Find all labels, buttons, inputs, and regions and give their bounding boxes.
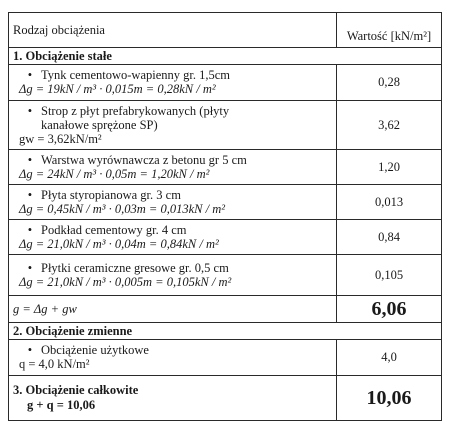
table-header-row — [9, 13, 442, 48]
load-description — [9, 185, 337, 220]
section-title-live-load: 2. Obciążenie zmienne — [9, 323, 442, 340]
bullet-icon: • — [27, 343, 33, 357]
load-formula: q = 4,0 kN/m² — [19, 357, 90, 371]
load-formula: Δg = 24kN / m³ · 0,05m = 1,20kN / m² — [19, 166, 210, 181]
load-value: 1,20 — [337, 150, 442, 185]
load-table-page — [8, 12, 442, 438]
section-header-row — [9, 48, 442, 65]
section-title-dead-load: 1. Obciążenie stałe — [9, 48, 442, 65]
load-value: 3,62 — [337, 101, 442, 150]
total-load-row — [9, 376, 442, 421]
load-value: 4,0 — [337, 340, 442, 376]
total-load-description — [9, 376, 337, 421]
load-value: 0,28 — [337, 65, 442, 101]
bullet-icon: • — [27, 103, 33, 118]
load-value: 0,013 — [337, 185, 442, 220]
header-value: Wartość [kN/m²] — [337, 13, 442, 48]
load-description — [9, 65, 337, 101]
table-row — [9, 65, 442, 101]
load-value: 0,84 — [337, 220, 442, 255]
load-value: 0,105 — [337, 255, 442, 296]
load-description — [9, 220, 337, 255]
load-formula: Δg = 19kN / m³ · 0,015m = 0,28kN / m² — [19, 82, 216, 96]
dead-load-sum-row — [9, 296, 442, 323]
load-table — [8, 12, 442, 421]
dead-load-sum-value: 6,06 — [337, 296, 442, 323]
load-name: Podkład cementowy gr. 4 cm — [41, 222, 187, 237]
load-description — [9, 340, 337, 376]
bullet-icon: • — [27, 68, 33, 82]
load-formula: gw = 3,62kN/m² — [19, 131, 102, 146]
bullet-icon: • — [27, 222, 33, 237]
dead-load-sum-formula: g = Δg + gw — [9, 296, 337, 323]
header-load-type: Rodzaj obciążenia — [9, 13, 337, 48]
table-row — [9, 220, 442, 255]
bullet-icon: • — [27, 260, 33, 275]
section-title-total-load: 3. Obciążenie całkowite — [13, 383, 139, 397]
load-name: Płyta styropianowa gr. 3 cm — [41, 187, 181, 202]
bullet-icon: • — [27, 152, 33, 167]
load-description — [9, 255, 337, 296]
table-row — [9, 101, 442, 150]
table-row — [9, 340, 442, 376]
section-header-row — [9, 323, 442, 340]
load-description — [9, 101, 337, 150]
load-name: Tynk cementowo-wapienny gr. 1,5cm — [41, 68, 231, 82]
table-row — [9, 255, 442, 296]
bullet-icon: • — [27, 187, 33, 202]
load-name: Warstwa wyrównawcza z betonu gr 5 cm — [41, 152, 247, 167]
load-name: Płytki ceramiczne gresowe gr. 0,5 cm — [41, 260, 229, 275]
load-formula: Δg = 21,0kN / m³ · 0,005m = 0,105kN / m² — [19, 274, 232, 289]
load-formula: Δg = 21,0kN / m³ · 0,04m = 0,84kN / m² — [19, 236, 219, 251]
table-row — [9, 185, 442, 220]
table-row — [9, 150, 442, 185]
load-name: Obciążenie użytkowe — [41, 343, 149, 357]
load-name-continued: kanałowe sprężone SP) — [41, 117, 158, 132]
total-load-formula: g + q = 10,06 — [27, 398, 96, 412]
total-load-value: 10,06 — [337, 376, 442, 421]
load-name: Strop z płyt prefabrykowanych (płyty — [41, 103, 230, 118]
load-description — [9, 150, 337, 185]
load-formula: Δg = 0,45kN / m³ · 0,03m = 0,013kN / m² — [19, 201, 225, 216]
